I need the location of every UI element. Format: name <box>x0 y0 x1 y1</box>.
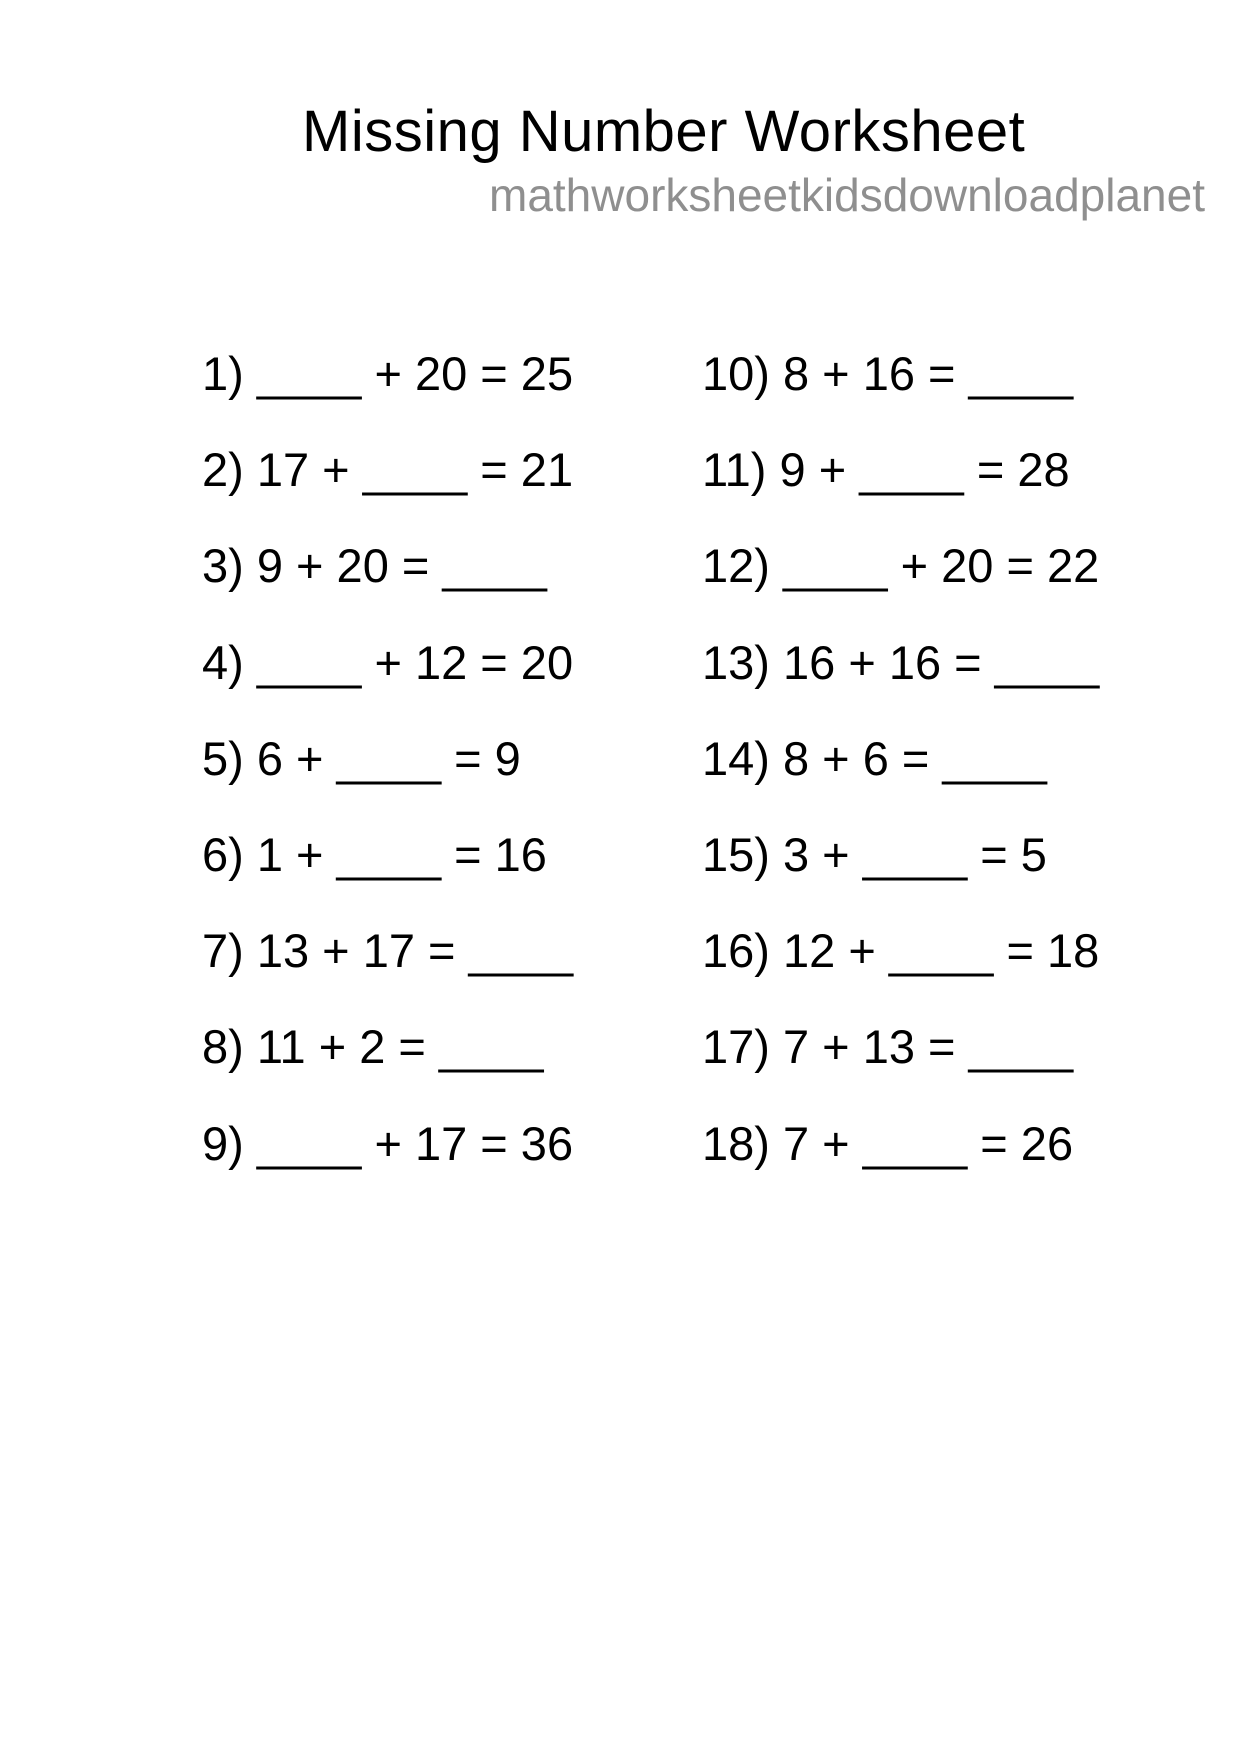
problem-1: 1) ____ + 20 = 25 <box>202 347 574 400</box>
page-title: Missing Number Worksheet <box>302 99 1026 164</box>
problem-11: 11) 9 + ____ = 28 <box>702 443 1070 497</box>
problem-8: 8) 11 + 2 = ____ <box>202 1020 544 1074</box>
problem-17: 17) 7 + 13 = ____ <box>702 1020 1074 1074</box>
problem-15: 15) 3 + ____ = 5 <box>702 827 1047 881</box>
problem-13: 13) 16 + 16 = ____ <box>702 635 1100 689</box>
problem-16: 16) 12 + ____ = 18 <box>702 924 1100 978</box>
problem-9: 9) ____ + 17 = 36 <box>202 1116 574 1170</box>
problems-column-right <box>702 326 1099 1192</box>
problem-4: 4) ____ + 12 = 20 <box>202 635 574 689</box>
problem-14: 14) 8 + 6 = ____ <box>702 731 1047 785</box>
watermark-text: mathworksheetkidsdownloadplanet <box>489 169 1205 221</box>
problem-2: 2) 17 + ____ = 21 <box>202 443 574 497</box>
problems-column-left <box>202 326 573 1192</box>
problem-10: 10) 8 + 16 = ____ <box>702 347 1074 400</box>
problem-12: 12) ____ + 20 = 22 <box>702 539 1100 593</box>
problem-7: 7) 13 + 17 = ____ <box>202 924 574 978</box>
problem-5: 5) 6 + ____ = 9 <box>202 731 521 785</box>
problem-6: 6) 1 + ____ = 16 <box>202 827 547 881</box>
problem-18: 18) 7 + ____ = 26 <box>702 1116 1074 1170</box>
problem-3: 3) 9 + 20 = ____ <box>202 539 547 593</box>
